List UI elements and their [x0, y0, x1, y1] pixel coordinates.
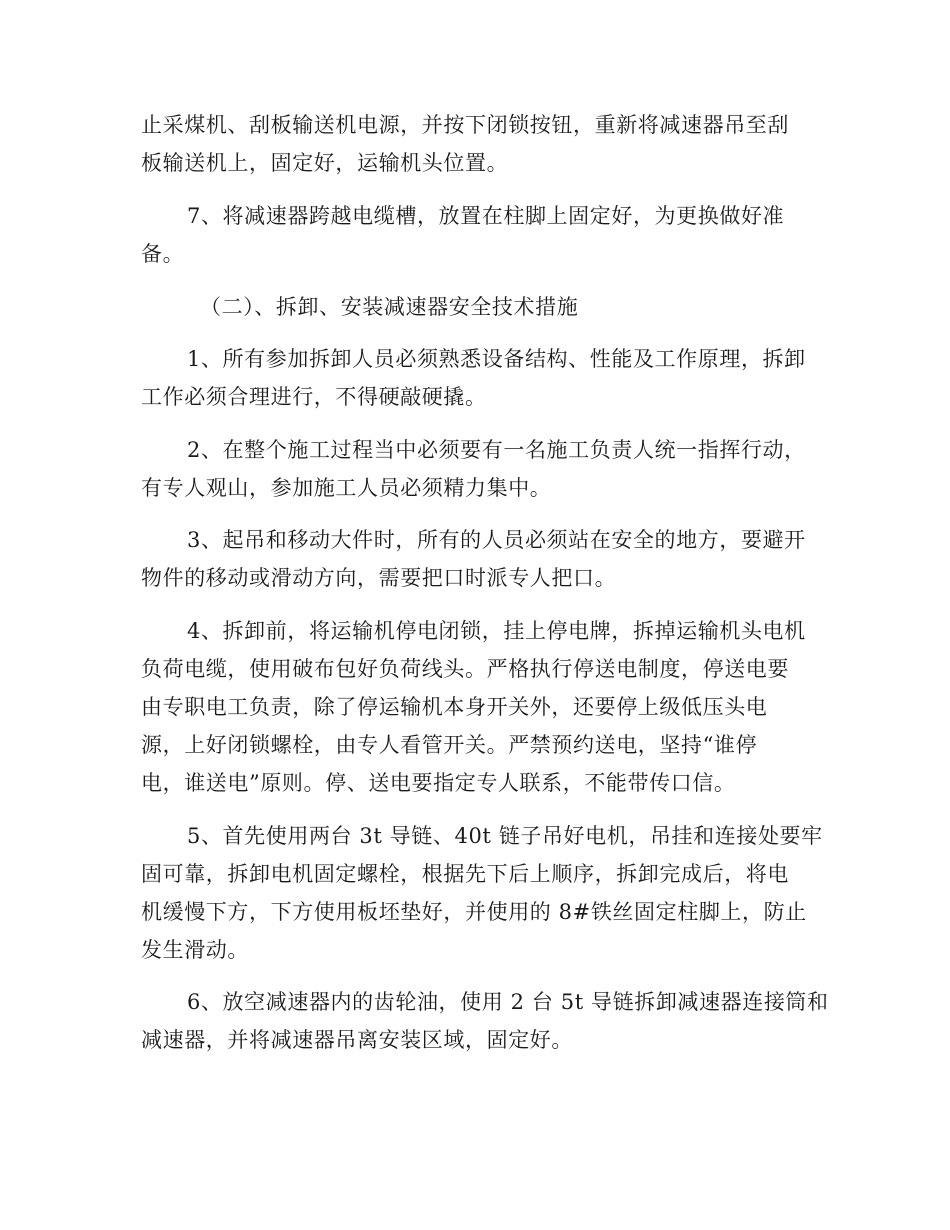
section-heading: （二）、拆卸、安装减速器安全技术措施: [200, 295, 579, 319]
text-line: 板输送机上，固定好，运输机头位置。: [141, 151, 509, 175]
paragraph-1-line: 1、所有参加拆卸人员必须熟悉设备结构、性能及工作原理，拆卸: [187, 347, 806, 371]
text-line: 工作必须合理进行，不得硬敲硬撬。: [141, 385, 487, 409]
text-line: 源，上好闭锁螺栓，由专人看管开关。严禁预约送电，坚持“谁停: [141, 733, 758, 757]
paragraph-7-line: 7、将减速器跨越电缆槽，放置在柱脚上固定好，为更换做好准: [187, 204, 785, 228]
text-line: 减速器，并将减速器吊离安装区域，固定好。: [141, 1028, 573, 1052]
text-line: 负荷电缆，使用破布包好负荷线头。严格执行停送电制度，停送电要: [141, 657, 789, 681]
paragraph-4-line: 4、拆卸前，将运输机停电闭锁，挂上停电牌，拆掉运输机头电机: [187, 619, 806, 643]
paragraph-5-line: 5、首先使用两台 3t 导链、40t 链子吊好电机，吊挂和连接处要牢: [187, 824, 823, 848]
text-line: 固可靠，拆卸电机固定螺栓，根据先下后上顺序，拆卸完成后，将电: [141, 862, 789, 886]
text-line: 由专职电工负责，除了停运输机本身开关外，还要停上级低压头电: [141, 695, 768, 719]
text-line: 止采煤机、刮板输送机电源，并按下闭锁按钮，重新将减速器吊至刮: [141, 113, 789, 137]
paragraph-2-line: 2、在整个施工过程当中必须要有一名施工负责人统一指挥行动，: [187, 438, 806, 462]
text-line: 电，谁送电”原则。停、送电要指定专人联系，不能带传口信。: [141, 771, 736, 795]
paragraph-6-line: 6、放空减速器内的齿轮油，使用 2 台 5t 导链拆卸减速器连接筒和: [187, 990, 829, 1014]
text-line: 有专人观山，参加施工人员必须精力集中。: [141, 476, 552, 500]
paragraph-3-line: 3、起吊和移动大件时，所有的人员必须站在安全的地方，要避开: [187, 528, 806, 552]
text-line: 物件的移动或滑动方向，需要把口时派专人把口。: [141, 566, 617, 590]
text-line: 备。: [141, 242, 185, 266]
text-line: 发生滑动。: [141, 938, 249, 962]
text-line: 机缓慢下方，下方使用板坯垫好，并使用的 8#铁丝固定柱脚上，防止: [141, 900, 807, 924]
